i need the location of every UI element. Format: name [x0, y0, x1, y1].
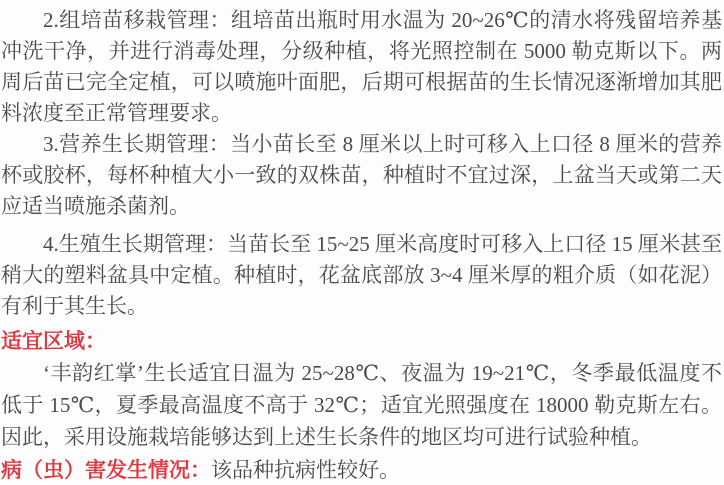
disease-status-text: 该品种抗病性较好。	[211, 458, 400, 482]
paragraph-disease-status	[1, 455, 722, 485]
paragraph-reproductive-growth-management: 4.生殖生长期管理：当苗长至 15~25 厘米高度时可移入上口径 15 厘米甚至稍大的塑料盆具中定植。种植时，花盆底部放 3~4 厘米厚的粗介质（如花泥）有利于其生长。	[1, 232, 722, 318]
section-heading-suitable-region: 适宜区域：	[1, 330, 106, 353]
inline-heading-disease-status: 病（虫）害发生情况：	[1, 459, 211, 482]
paragraph-vegetative-growth-management: 3.营养生长期管理：当小苗长至 8 厘米以上时可移入上口径 8 厘米的营养杯或胶杯，每杯种植大小一致的双株苗，种植时不宜过深，上盆当天或第二天应适当喷施杀菌剂。	[1, 132, 722, 218]
paragraph-transplant-management: 2.组培苗移栽管理：组培苗出瓶时用水温为 20~26℃的清水将残留培养基冲洗干净，并进行消毒处理，分级种植，将光照控制在 5000 勒克斯以下。两周后苗已完全定植，可以喷施叶面肥，后期可根据苗的生长情况逐渐增加其肥料浓度至正常管理要求。	[1, 8, 722, 125]
paragraph-suitable-region-body: ‘丰韵红掌’生长适宜日温为 25~28℃、夜温为 19~21℃，冬季最低温度不低于 15℃，夏季最高温度不高于 32℃；适宜光照强度在 18000 勒克斯左右。因此，采用设施栽培能够达到上述生长条件的地区均可进行试验种植。	[1, 361, 722, 449]
